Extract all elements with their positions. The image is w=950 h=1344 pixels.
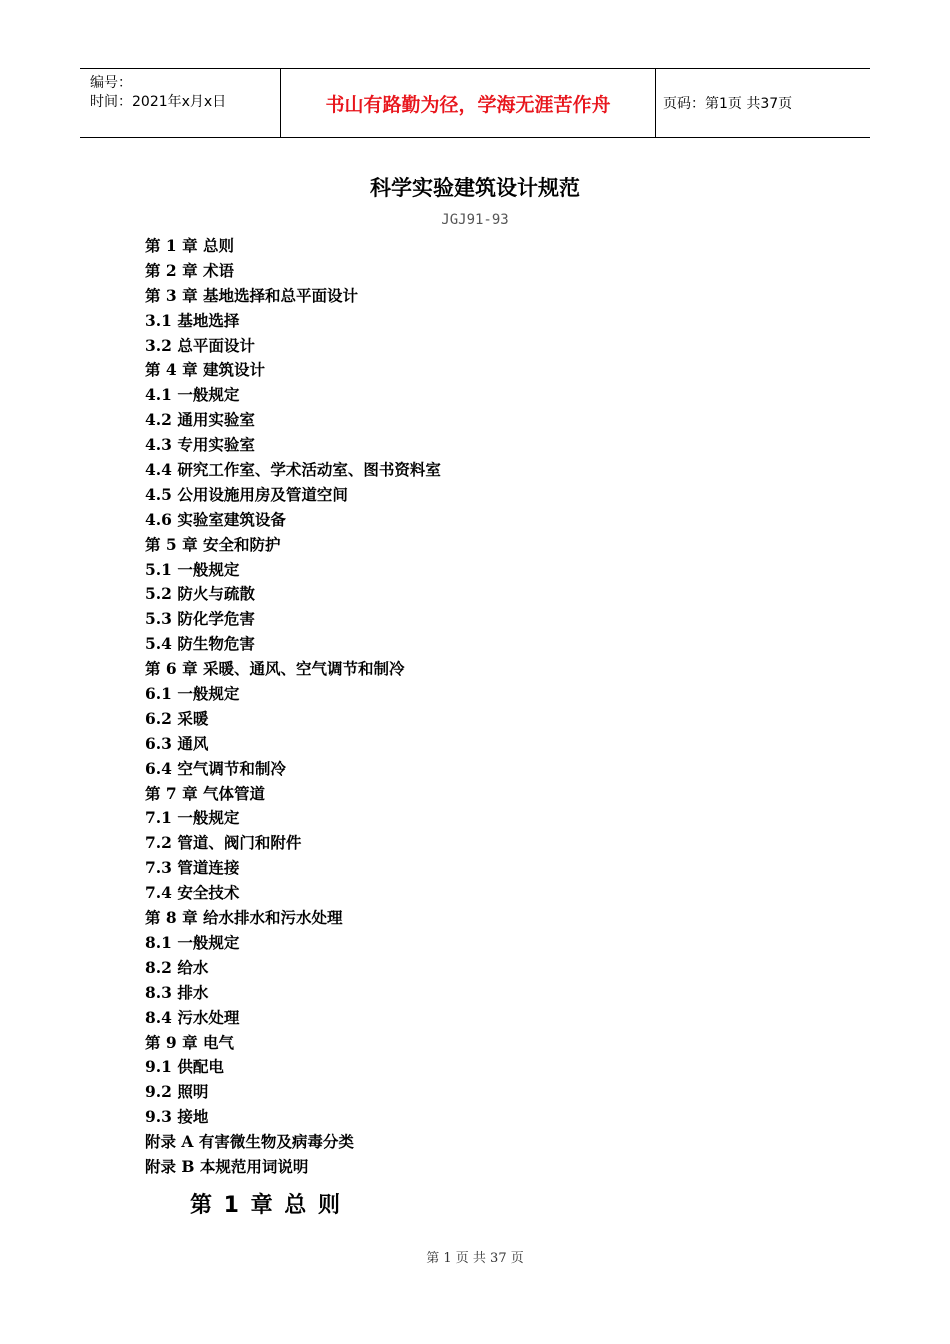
toc-item: 8.3 排水 [145, 982, 209, 1002]
toc-item: 第 4 章 建筑设计 [145, 360, 265, 380]
header-motto-cell [280, 69, 656, 137]
toc-item: 第 7 章 气体管道 [145, 783, 265, 803]
toc-item: 第 5 章 安全和防护 [145, 534, 281, 554]
toc-item: 第 8 章 给水排水和污水处理 [145, 908, 343, 928]
toc-item: 3.2 总平面设计 [145, 335, 255, 355]
toc-item: 9.1 供配电 [145, 1057, 224, 1077]
page-header [80, 68, 870, 138]
toc-item: 4.1 一般规定 [145, 385, 240, 405]
toc-item: 4.6 实验室建筑设备 [145, 509, 286, 529]
toc-item: 8.1 一般规定 [145, 932, 240, 952]
document-code: JGJ91-93 [441, 212, 509, 228]
table-of-contents [145, 234, 441, 1180]
chapter-heading: 第 1 章 总 则 [190, 1193, 342, 1218]
toc-item: 第 6 章 采暖、通风、空气调节和制冷 [145, 659, 405, 679]
document-number-label: 编号： [90, 75, 132, 91]
toc-item: 3.1 基地选择 [145, 310, 240, 330]
toc-item: 8.2 给水 [145, 957, 209, 977]
toc-item: 附录 A 有害微生物及病毒分类 [145, 1132, 354, 1152]
toc-item: 第 2 章 术语 [145, 260, 234, 280]
toc-item: 8.4 污水处理 [145, 1007, 240, 1027]
toc-item: 6.4 空气调节和制冷 [145, 758, 286, 778]
header-meta [80, 69, 280, 137]
toc-item: 4.4 研究工作室、学术活动室、图书资料室 [145, 460, 441, 480]
toc-item: 7.2 管道、阀门和附件 [145, 833, 302, 853]
toc-item: 6.1 一般规定 [145, 684, 240, 704]
header-page-cell [655, 69, 870, 137]
header-page-info: 页码：第1页 共37页 [663, 96, 793, 112]
toc-item: 第 1 章 总则 [145, 236, 234, 255]
document-title: 科学实验建筑设计规范 [370, 176, 580, 200]
toc-item: 4.5 公用设施用房及管道空间 [145, 484, 348, 504]
toc-item: 6.3 通风 [145, 733, 209, 753]
toc-item: 4.3 专用实验室 [145, 435, 255, 455]
toc-item: 5.2 防火与疏散 [145, 584, 255, 604]
toc-item: 5.4 防生物危害 [145, 634, 255, 654]
toc-item: 7.3 管道连接 [145, 858, 240, 878]
header-motto: 书山有路勤为径，学海无涯苦作舟 [325, 93, 611, 116]
toc-item: 7.4 安全技术 [145, 883, 240, 903]
toc-item: 6.2 采暖 [145, 708, 209, 728]
page-footer: 第 1 页 共 37 页 [426, 1251, 524, 1266]
toc-item: 5.3 防化学危害 [145, 609, 255, 629]
toc-item: 附录 B 本规范用词说明 [145, 1156, 309, 1176]
document-time-label: 时间：2021年x月x日 [90, 94, 227, 110]
toc-item: 9.2 照明 [145, 1082, 209, 1102]
toc-item: 4.2 通用实验室 [145, 410, 255, 430]
toc-item: 7.1 一般规定 [145, 808, 240, 828]
toc-item: 5.1 一般规定 [145, 559, 240, 579]
toc-item: 9.3 接地 [145, 1107, 209, 1127]
toc-item: 第 9 章 电气 [145, 1032, 234, 1052]
toc-item: 第 3 章 基地选择和总平面设计 [145, 285, 358, 305]
